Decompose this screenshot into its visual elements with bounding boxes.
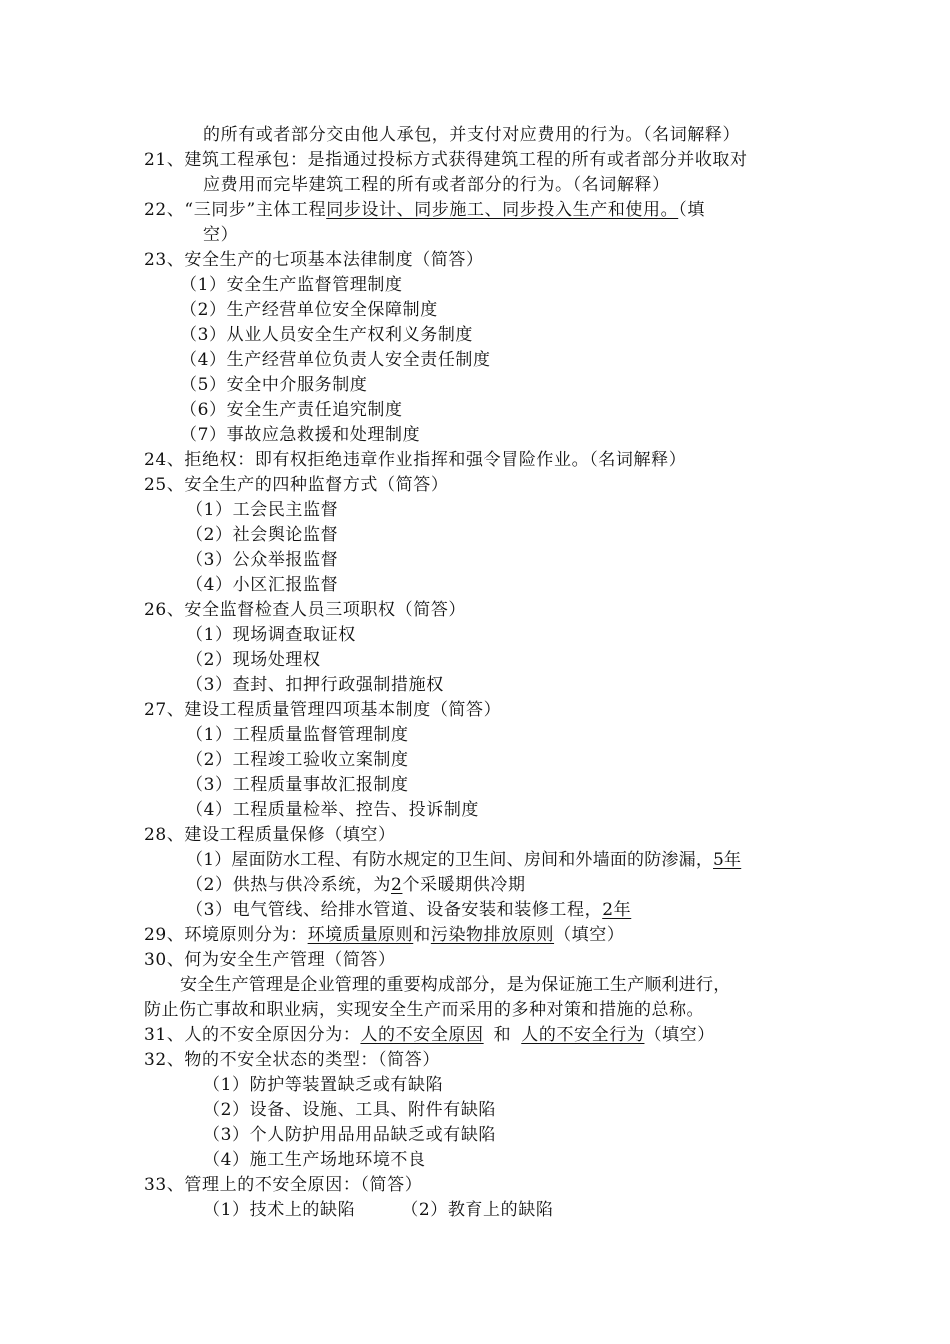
text: 和 xyxy=(493,1025,512,1045)
item-29 xyxy=(144,923,624,947)
text: （填空） xyxy=(644,1025,715,1045)
text: （填 xyxy=(678,200,705,220)
text: （3）从业人员安全生产权利义务制度 xyxy=(180,325,474,345)
sub-item xyxy=(186,498,338,522)
text: （4）生产经营单位负责人安全责任制度 xyxy=(180,350,491,370)
text: （2）生产经营单位安全保障制度 xyxy=(180,300,438,320)
sub-item xyxy=(186,898,631,922)
text-line xyxy=(203,223,238,247)
text: （3）电气管线、给排水管道、设备安装和装修工程， xyxy=(186,900,603,920)
sub-item xyxy=(186,673,444,697)
text: （填空） xyxy=(554,925,625,945)
answer-underlined: 污染物排放原则 xyxy=(430,925,555,945)
text: 29、环境原则分为： xyxy=(144,925,308,945)
item-25 xyxy=(144,473,448,497)
sub-item xyxy=(186,548,338,572)
paragraph-line xyxy=(180,973,730,997)
text: 个采暖期供冷期 xyxy=(402,875,526,895)
sub-item xyxy=(186,648,321,672)
sub-item xyxy=(203,1198,553,1222)
item-31 xyxy=(144,1023,715,1047)
sub-item xyxy=(186,573,338,597)
sub-item xyxy=(180,348,491,372)
text: 21、建筑工程承包：是指通过投标方式获得建筑工程的所有或者部分并收取对 xyxy=(144,150,748,170)
item-27 xyxy=(144,698,501,722)
text: 30、何为安全生产管理（简答） xyxy=(144,950,396,970)
text: （1）现场调查取证权 xyxy=(186,625,356,645)
text: 的所有或者部分交由他人承包，并支付对应费用的行为。（名词解释） xyxy=(203,125,741,145)
text: （1）工会民主监督 xyxy=(186,500,339,520)
item-28 xyxy=(144,823,396,847)
text: （5）安全中介服务制度 xyxy=(180,375,368,395)
answer-underlined: 同步设计、同步施工、同步投入生产和使用。 xyxy=(326,200,679,220)
text: 22、“三同步”主体工程 xyxy=(144,200,327,220)
text: 33、管理上的不安全原因：（简答） xyxy=(144,1175,423,1195)
text: （3）个人防护用品用品缺乏或有缺陷 xyxy=(203,1125,497,1145)
item-23 xyxy=(144,248,484,272)
item-33 xyxy=(144,1173,422,1197)
text: （1）防护等装置缺乏或有缺陷 xyxy=(203,1075,444,1095)
text: （2）教育上的缺陷 xyxy=(401,1200,554,1220)
text: 27、建设工程质量管理四项基本制度（简答） xyxy=(144,700,502,720)
text: 安全生产管理是企业管理的重要构成部分，是为保证施工生产顺利进行， xyxy=(180,975,731,995)
text: （3）查封、扣押行政强制措施权 xyxy=(186,675,444,695)
item-22 xyxy=(144,198,705,222)
text: （2）供热与供冷系统，为 xyxy=(186,875,392,895)
text: （3）公众举报监督 xyxy=(186,550,339,570)
text: 28、建设工程质量保修（填空） xyxy=(144,825,396,845)
text: 25、安全生产的四种监督方式（简答） xyxy=(144,475,449,495)
text: 和 xyxy=(413,925,431,945)
text: （1）技术上的缺陷 xyxy=(203,1200,356,1220)
sub-item xyxy=(186,748,409,772)
sub-item xyxy=(180,373,367,397)
sub-item xyxy=(186,523,338,547)
sub-item xyxy=(203,1123,496,1147)
text: （2）工程竣工验收立案制度 xyxy=(186,750,409,770)
sub-item xyxy=(186,723,409,747)
text: （1）屋面防水工程、有防水规定的卫生间、房间和外墙面的防渗漏， xyxy=(186,850,714,870)
sub-item xyxy=(180,323,473,347)
text: （1）工程质量监督管理制度 xyxy=(186,725,409,745)
text: 应费用而完毕建筑工程的所有或者部分的行为。（名词解释） xyxy=(203,175,670,195)
sub-item xyxy=(186,848,741,872)
sub-item xyxy=(186,873,526,897)
text: （4）工程质量检举、控告、投诉制度 xyxy=(186,800,480,820)
text: （6）安全生产责任追究制度 xyxy=(180,400,403,420)
answer-underlined: 5年 xyxy=(713,850,742,870)
answer-underlined: 2年 xyxy=(602,900,632,920)
text: 空） xyxy=(203,225,239,245)
text-line xyxy=(203,173,670,197)
item-24 xyxy=(144,448,686,472)
sub-item xyxy=(180,423,420,447)
text: （4）施工生产场地环境不良 xyxy=(203,1150,426,1170)
answer-underlined: 2 xyxy=(391,875,403,895)
text: （2）设备、设施、工具、附件有缺陷 xyxy=(203,1100,497,1120)
text: 32、物的不安全状态的类型：（简答） xyxy=(144,1050,440,1070)
text: （1）安全生产监督管理制度 xyxy=(180,275,403,295)
text: （2）现场处理权 xyxy=(186,650,321,670)
item-21 xyxy=(144,148,748,172)
paragraph-line xyxy=(144,998,704,1022)
sub-item xyxy=(203,1148,426,1172)
item-26 xyxy=(144,598,466,622)
sub-item xyxy=(186,773,409,797)
text: （3）工程质量事故汇报制度 xyxy=(186,775,409,795)
text: 31、人的不安全原因分为： xyxy=(144,1025,361,1045)
text: （2）社会舆论监督 xyxy=(186,525,339,545)
text: 防止伤亡事故和职业病，实现安全生产而采用的多种对策和措施的总称。 xyxy=(144,1000,704,1020)
text: 26、安全监督检查人员三项职权（简答） xyxy=(144,600,467,620)
item-32 xyxy=(144,1048,440,1072)
sub-item xyxy=(203,1098,496,1122)
text: 23、安全生产的七项基本法律制度（简答） xyxy=(144,250,484,270)
sub-item xyxy=(180,298,438,322)
text-line xyxy=(203,123,740,147)
sub-item xyxy=(186,798,479,822)
text: （7）事故应急救援和处理制度 xyxy=(180,425,421,445)
sub-item xyxy=(186,623,356,647)
sub-item xyxy=(180,273,403,297)
answer-underlined: 人的不安全行为 xyxy=(521,1025,645,1045)
answer-underlined: 环境质量原则 xyxy=(307,925,414,945)
text: （4）小区汇报监督 xyxy=(186,575,339,595)
answer-underlined: 人的不安全原因 xyxy=(360,1025,484,1045)
sub-item xyxy=(203,1073,443,1097)
sub-item xyxy=(180,398,403,422)
text: 24、拒绝权：即有权拒绝违章作业指挥和强令冒险作业。（名词解释） xyxy=(144,450,687,470)
item-30 xyxy=(144,948,396,972)
